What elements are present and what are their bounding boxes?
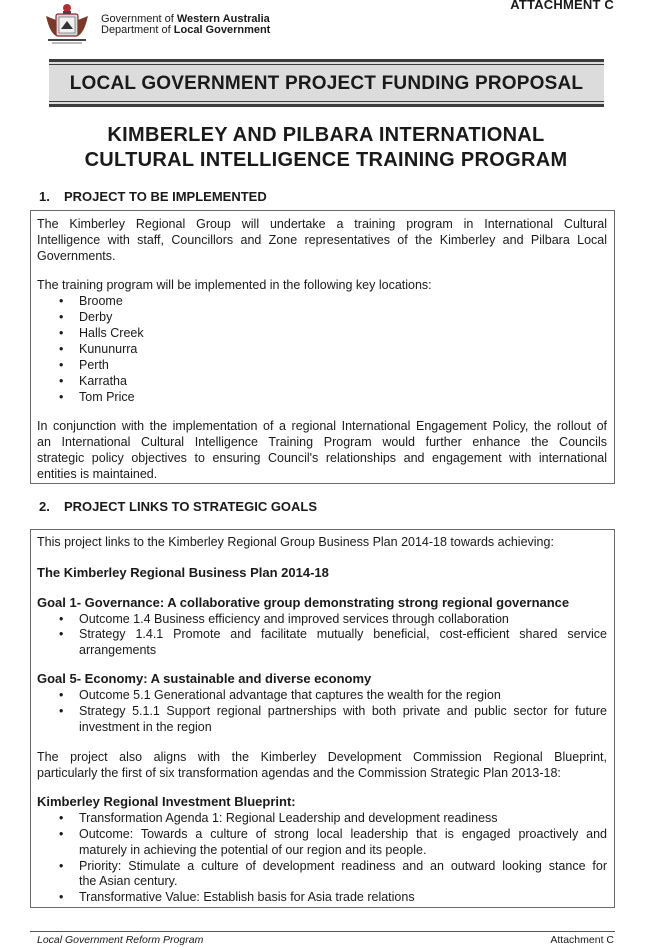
bullet-icon: • <box>59 326 64 340</box>
blueprint-heading: Kimberley Regional Investment Blueprint: <box>37 794 296 809</box>
program-title-line-2: CULTURAL INTELLIGENCE TRAINING PROGRAM <box>84 149 568 171</box>
blueprint-item-4: Transformative Value: Establish basis for Asia trade relations <box>79 890 415 904</box>
bullet-icon: • <box>59 859 64 873</box>
bullet-icon: • <box>59 612 64 626</box>
section-1-intro-line-1: The Kimberley Regional Group will undertake a training program in International Cultural <box>37 217 607 231</box>
section-2-intro: This project links to the Kimberley Regional Group Business Plan 2014-18 towards achieving: <box>37 535 554 549</box>
section-1-intro-line-3: Governments. <box>37 249 116 263</box>
attachment-label: ATTACHMENT C <box>510 0 614 12</box>
goal-5-strategy-line-1: Strategy 5.1.1 Support regional partnerships with both private and public sector for future <box>79 704 607 718</box>
bullet-icon: • <box>59 688 64 702</box>
footer-program-name: Local Government Reform Program <box>37 934 204 946</box>
location-item: Kununurra <box>79 342 138 356</box>
blueprint-item-2-line-1: Outcome: Towards a culture of strong local leadership that is engaged proactively and <box>79 827 607 841</box>
goal-1-strategy-line-1: Strategy 1.4.1 Promote and facilitate mutually beneficial, cost-efficient shared service <box>79 627 607 641</box>
bullet-icon: • <box>59 390 64 404</box>
blueprint-item-2-line-2: maturely in achieving the potential of our region and its people. <box>79 843 427 857</box>
section-1-closing-line-2: an International Cultural Intelligence Training Program would further enhance the Councils <box>37 435 607 449</box>
bullet-icon: • <box>59 704 64 718</box>
location-item: Tom Price <box>79 390 135 404</box>
section-1-heading: 1. PROJECT TO BE IMPLEMENTED <box>39 189 267 204</box>
goal-5-outcome: Outcome 5.1 Generational advantage that captures the wealth for the region <box>79 688 501 702</box>
location-item: Derby <box>79 310 113 324</box>
location-item: Perth <box>79 358 109 372</box>
goal-1-outcome: Outcome 1.4 Business efficiency and improved services through collaboration <box>79 612 509 626</box>
location-item: Halls Creek <box>79 326 144 340</box>
business-plan-heading: The Kimberley Regional Business Plan 2014-18 <box>37 565 329 580</box>
section-1-closing-line-4: entities is maintained. <box>37 467 158 481</box>
goal-5-heading: Goal 5- Economy: A sustainable and diverse economy <box>37 671 372 686</box>
section-1-closing-line-1: In conjunction with the implementation of a regional International Engagement Policy, the rollout of <box>37 419 607 433</box>
section-1-closing-line-3: strategic policy objectives to ensuring Council's relationships and engagement with international <box>37 451 607 465</box>
program-title-line-1: KIMBERLEY AND PILBARA INTERNATIONAL <box>107 124 545 146</box>
aligns-line-1: The project also aligns with the Kimberley Development Commission Regional Blueprint, <box>37 750 607 764</box>
bullet-icon: • <box>59 374 64 388</box>
government-name: Government of Western Australia <box>101 13 270 25</box>
goal-1-heading: Goal 1- Governance: A collaborative group demonstrating strong regional governance <box>37 595 570 610</box>
location-item: Karratha <box>79 374 127 388</box>
footer-attachment-label: Attachment C <box>550 934 614 946</box>
bullet-icon: • <box>59 294 64 308</box>
department-title: Local Government <box>173 24 271 36</box>
goal-5-strategy-line-2: investment in the region <box>79 720 212 734</box>
footer-divider <box>30 931 615 932</box>
aligns-line-2: particularly the first of six transformation agendas and the Commission Strategic Plan 2013-18: <box>37 766 561 780</box>
bullet-icon: • <box>59 827 64 841</box>
department-name: Department of Local Government <box>101 24 271 36</box>
locations-intro: The training program will be implemented in the following key locations: <box>37 278 432 292</box>
section-1-intro-line-2: Intelligence with staff, Councillors and Zone representatives of the Kimberley and Pilbara Local <box>37 233 607 247</box>
bullet-icon: • <box>59 811 64 825</box>
blueprint-item-3-line-1: Priority: Stimulate a culture of development readiness and an outward looking stance for <box>79 859 607 873</box>
proposal-banner <box>49 59 604 107</box>
section-2-heading: 2. PROJECT LINKS TO STRATEGIC GOALS <box>39 499 318 514</box>
government-crest-logo <box>42 2 92 46</box>
bullet-icon: • <box>59 358 64 372</box>
blueprint-item-1: Transformation Agenda 1: Regional Leadership and development readiness <box>79 811 498 825</box>
blueprint-item-3-line-2: the Asian century. <box>79 874 178 888</box>
bullet-icon: • <box>59 890 64 904</box>
bullet-icon: • <box>59 310 64 324</box>
bullet-icon: • <box>59 627 64 641</box>
location-item: Broome <box>79 294 123 308</box>
goal-1-strategy-line-2: arrangements <box>79 643 157 657</box>
state-name: Western Australia <box>176 13 270 25</box>
banner-title: LOCAL GOVERNMENT PROJECT FUNDING PROPOSAL <box>69 73 584 94</box>
bullet-icon: • <box>59 342 64 356</box>
